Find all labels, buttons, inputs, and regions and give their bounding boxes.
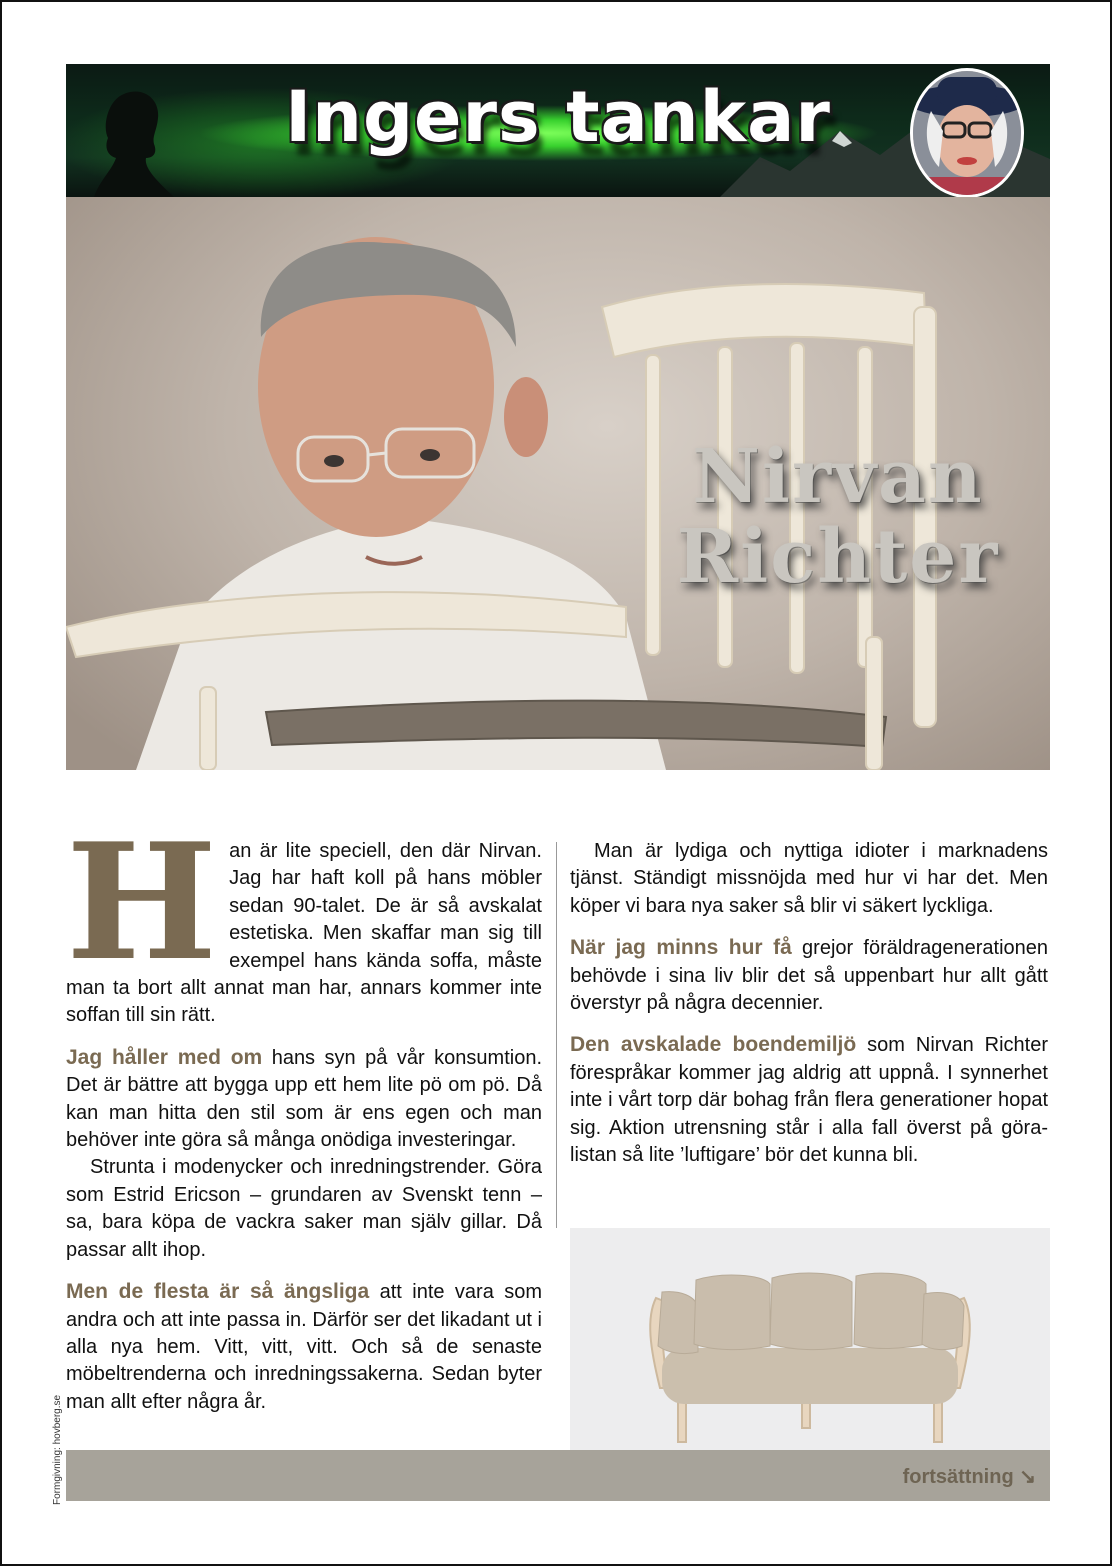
paragraph-lead: Jag håller med om <box>66 1045 263 1069</box>
paragraph-text: an är lite speciell, den där Nirvan. Jag har haft koll på hans möbler sedan 90-talet. De är så avskalat estetiska. Men skaffar man sig till exempel hans kända soffa, måste man ta bort allt annat man har, annars kommer inte soffan till sin rätt. <box>66 840 542 1027</box>
continue-label: fortsättning <box>902 1466 1014 1488</box>
hero-name-line2: Richter <box>676 514 1000 600</box>
arrow-down-right-icon: ↘ <box>1019 1466 1036 1488</box>
paragraph-text: att inte vara som andra och att inte passa in. Därför ser det likadant ut i alla nya hem. Vitt, vitt, vitt. Och så de senaste möbeltrenderna och inredningssakerna. Sedan byter man allt efter några år. <box>66 1281 543 1413</box>
sofa-image <box>570 1228 1050 1450</box>
footer-bar <box>66 1450 1050 1501</box>
banner-title: Ingers tankar <box>285 76 831 158</box>
hero-name <box>658 434 1018 600</box>
article-column-right <box>570 838 1048 1183</box>
author-portrait <box>910 68 1024 197</box>
article-paragraph <box>570 838 1048 920</box>
hero-photo <box>66 197 1050 770</box>
paragraph-text: grejor föräldragenerationen behövde i sina liv blir det så uppenbart hur allt gått överstyr på några decennier. <box>570 937 1048 1015</box>
paragraph-text: som Nirvan Richter förespråkar kommer jag aldrig att uppnå. I synnerhet inte i vårt torp där bohag från flera generationer hopat sig. Aktion utrensning står i alla fall överst på göra-listan så lite ’luftigare’ bör det kunna bli. <box>570 1034 1048 1167</box>
paragraph-lead: Den avskalade boendemiljö <box>570 1033 857 1057</box>
hero-name-line1: Nirvan <box>692 434 984 520</box>
paragraph-text: hans syn på vår konsumtion. Det är bättre att bygga upp ett hem lite pö om pö. Då kan man hitta den stil som är ens egen och man behöver inte göra så många onödiga investeringar. <box>66 1046 542 1152</box>
paragraph-text: Strunta i modenycker och inredningstrender. Göra som Estrid Ericson – grundaren av Svenskt tenn – sa, bara köpa de vackra saker man själv gillar. Då passar allt ihop. <box>66 1156 542 1261</box>
article-paragraph <box>66 1278 542 1416</box>
header-banner <box>66 64 1050 197</box>
article-paragraph <box>66 808 542 1030</box>
design-credit: Formgivning: hovberg.se <box>52 1394 63 1505</box>
article-paragraph <box>570 934 1048 1017</box>
continue-link[interactable] <box>903 1464 1036 1489</box>
paragraph-lead: När jag minns hur få <box>570 936 792 960</box>
article-paragraph <box>66 1044 542 1155</box>
paragraph-lead: Men de flesta är så ängsliga <box>66 1280 370 1304</box>
column-divider <box>556 842 557 1228</box>
paragraph-text: Man är lydiga och nyttiga idioter i marknadens tjänst. Ständigt missnöjda med hur vi har det. Men köper vi bara nya saker så blir vi säkert lyckliga. <box>570 840 1048 917</box>
article-paragraph <box>66 1154 542 1264</box>
article-column-left <box>66 808 543 1430</box>
drop-cap: H <box>66 808 218 996</box>
article-paragraph <box>570 1031 1048 1169</box>
